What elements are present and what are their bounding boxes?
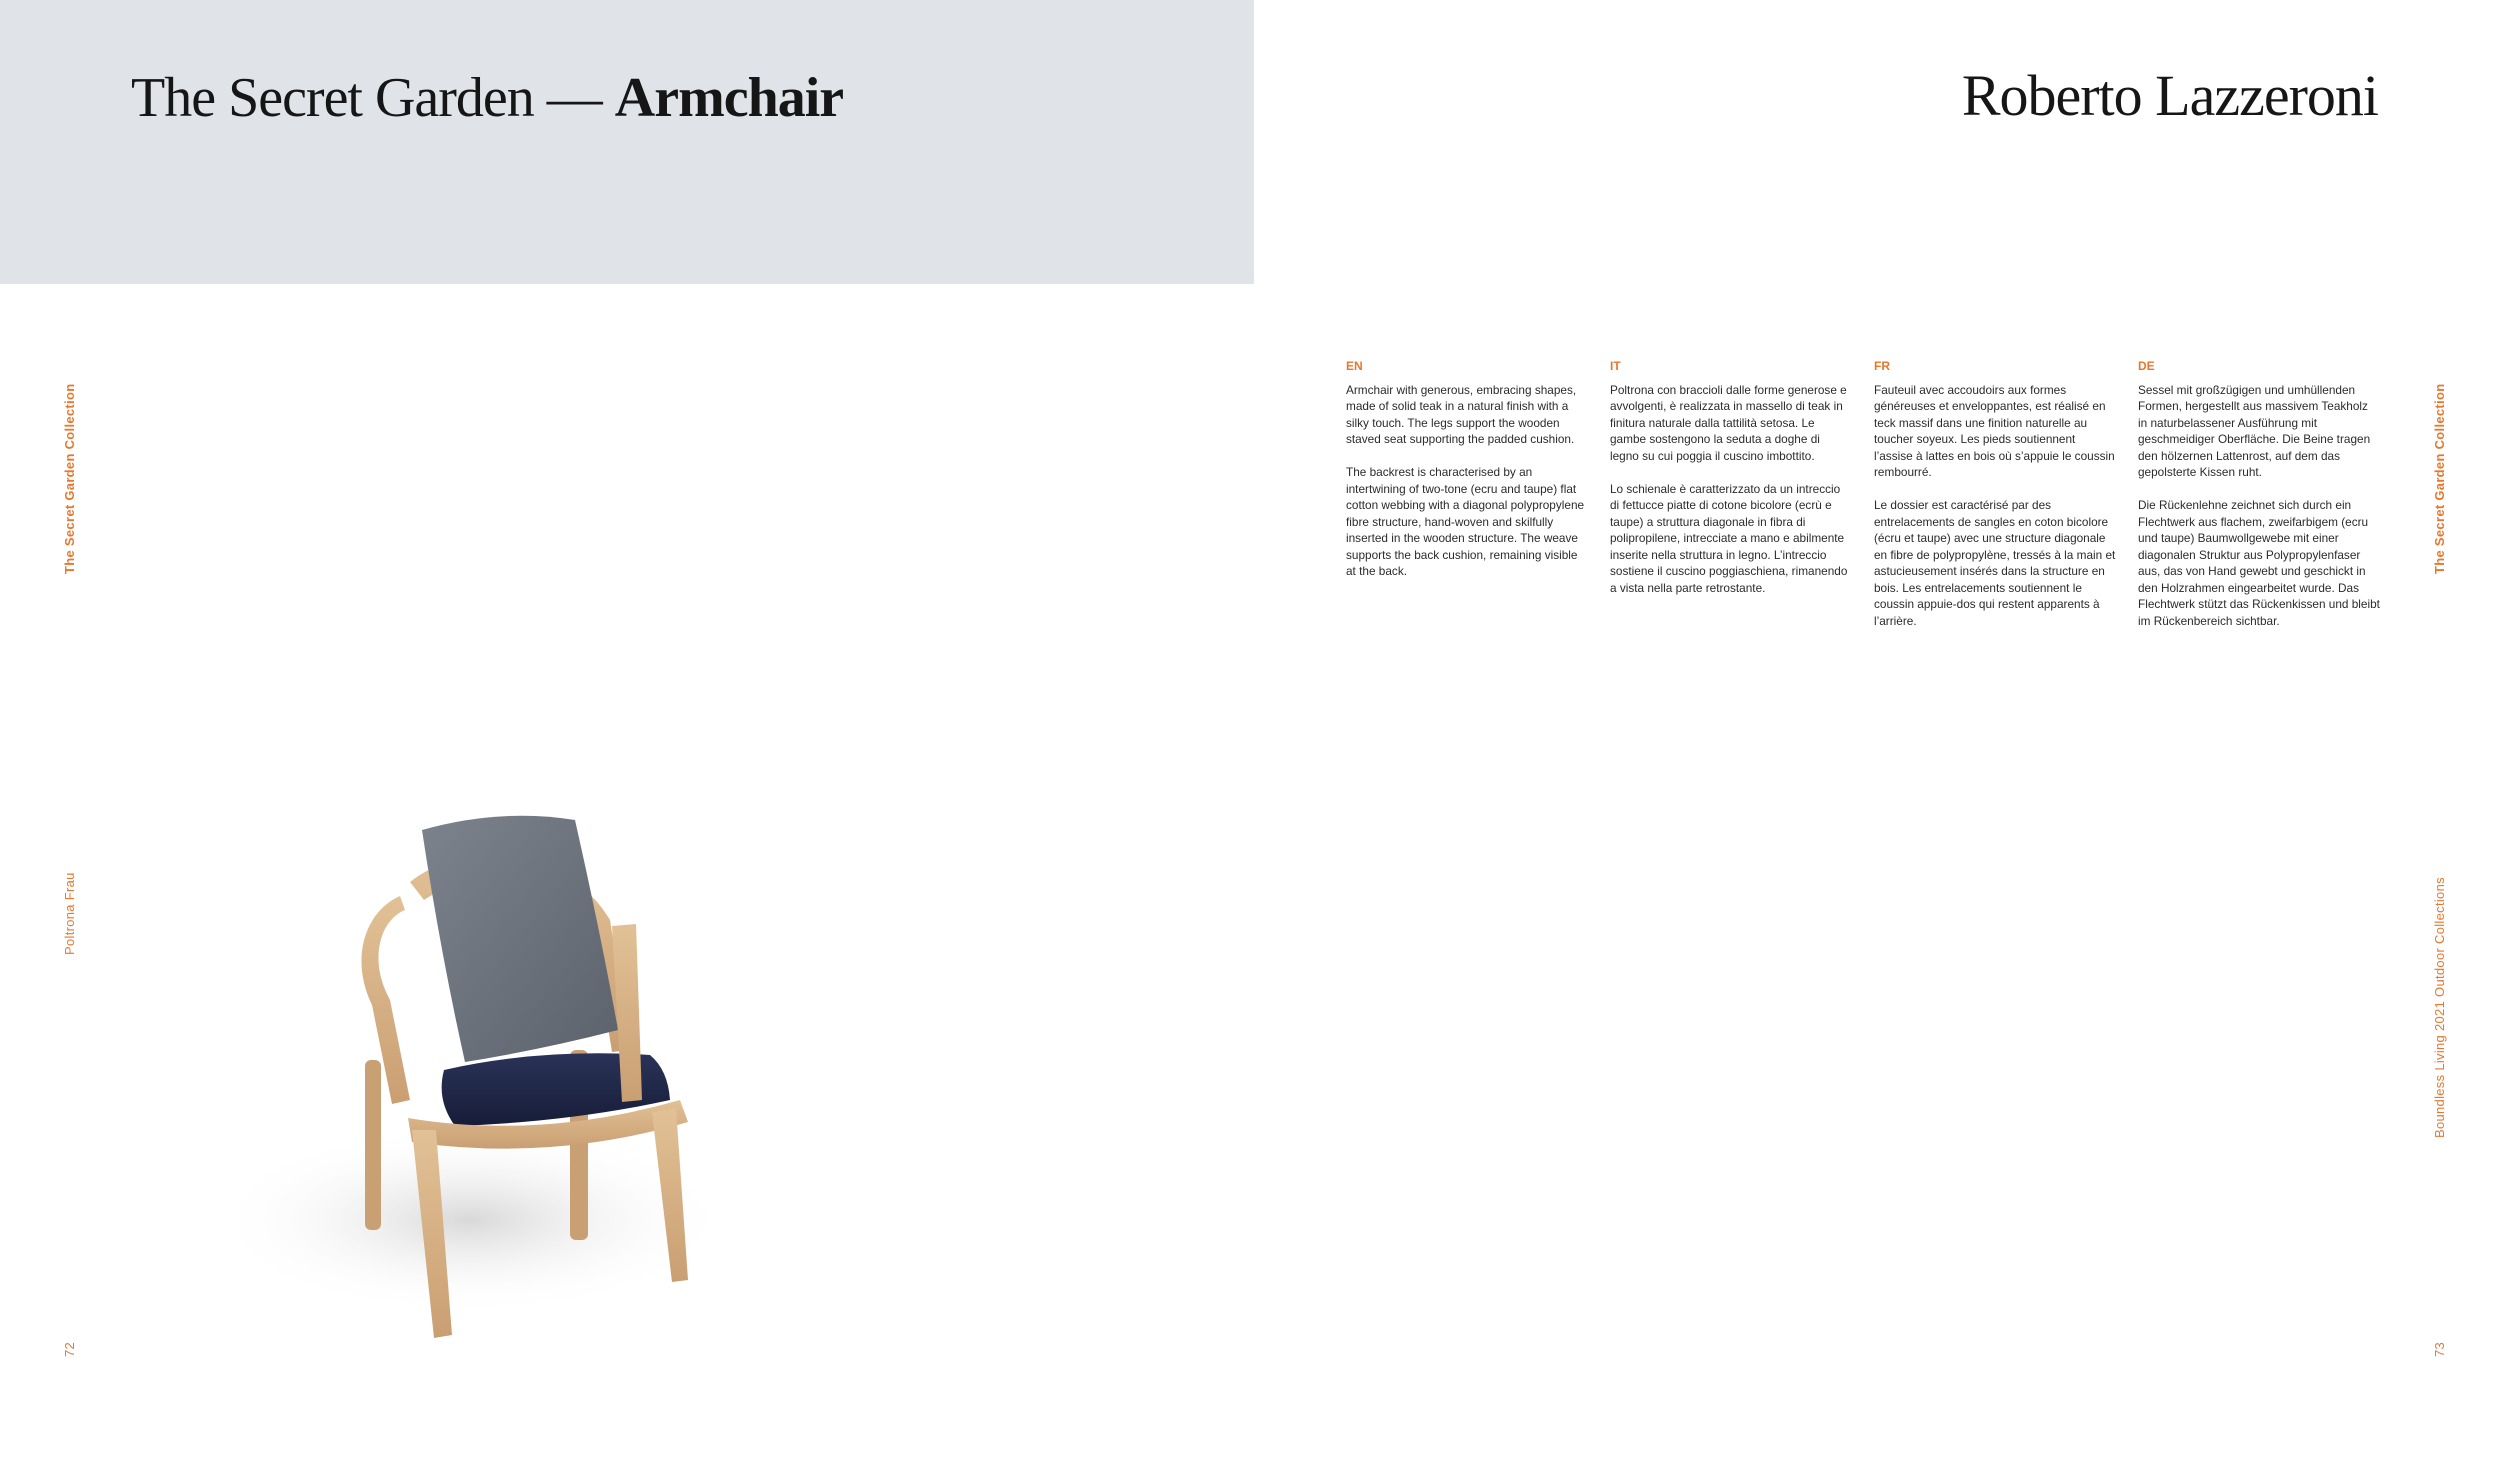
right-collection-label: The Secret Garden Collection — [2432, 383, 2447, 574]
page-title — [131, 66, 843, 130]
lang-label: IT — [1610, 359, 1621, 373]
column-fr — [1874, 358, 2116, 646]
description-paragraph: Poltrona con braccioli dalle forme generose e avvolgenti, è realizzata in massello di teak in finitura naturale dalla tattilità setosa. Le gambe sostengono la seduta a doghe di legno su cui poggia il cuscino imbottito. — [1610, 382, 1847, 463]
right-catalog-label: Boundless Living 2021 Outdoor Collections — [2432, 877, 2447, 1138]
column-en — [1346, 358, 1588, 596]
column-it — [1610, 358, 1852, 613]
title-band — [0, 0, 1254, 284]
column-de — [2138, 358, 2380, 646]
description-paragraph: Lo schienale è caratterizzato da un intreccio di fettucce piatte di cotone bicolore (ecrù e taupe) a struttura diagonale in fibra di polipropilene, intrecciate a mano e abilmente inserite nella struttura in legno. L’intreccio sostiene il cuscino poggiaschiena, rimanendo a vista nella parte retrostante. — [1610, 481, 1848, 595]
lang-label: EN — [1346, 359, 1363, 373]
description-paragraph: The backrest is characterised by an intertwining of two-tone (ecru and taupe) flat cotton webbing with a diagonal polypropylene fibre structure, hand-woven and skilfully inserted in the wooden structure. The weave supports the back cushion, remaining visible at the back. — [1346, 465, 1585, 578]
left-brand-label: Poltrona Frau — [62, 872, 77, 955]
left-collection-label: The Secret Garden Collection — [62, 383, 77, 574]
right-page-number: 73 — [2432, 1341, 2447, 1357]
description-paragraph: Fauteuil avec accoudoirs aux formes généreuses et enveloppantes, est réalisé en teck massif dans une finition naturelle au toucher soyeux. Les pieds soutiennent l’assise à lattes en bois où s’appuie le coussin rembourré. — [1874, 382, 2115, 479]
back-cushion — [422, 816, 618, 1062]
title-prefix: The Secret Garden — — [131, 67, 615, 129]
description-paragraph: Armchair with generous, embracing shapes, made of solid teak in a natural finish with a silky touch. The legs support the wooden staved seat supporting the padded cushion. — [1346, 382, 1577, 446]
lang-label: DE — [2138, 359, 2155, 373]
description-paragraph: Sessel mit großzügigen und umhüllenden Formen, hergestellt aus massivem Teakholz in naturbelassener Ausführung mit geschmeidiger Oberfläche. Die Beine tragen den hölzernen Lattenrost, auf dem das gepolsterte Kissen ruht. — [2138, 382, 2371, 479]
chair-shadow — [240, 1125, 730, 1315]
lang-label: FR — [1874, 359, 1890, 373]
designer-name: Roberto Lazzeroni — [1961, 63, 2378, 128]
description-paragraph: Die Rückenlehne zeichnet sich durch ein Flechtwerk aus flachem, zweifarbigem (ecru und taupe) Baumwollgewebe mit einer diagonalen Struktur aus Polypropylenfaser aus, das von Hand gewebt und geschickt in den Holzrahmen eingearbeitet wurde. Das Flechtwerk stützt das Rückenkissen und bleibt im Rückenbereich sichtbar. — [2138, 498, 2380, 628]
armchair-image — [240, 800, 960, 1360]
description-paragraph: Le dossier est caractérisé par des entrelacements de sangles en coton bicolore (écru et taupe) avec une structure diagonale en fibre de polypropylène, tressés à la main et astucieusement insérés dans la structure en bois. Les entrelacements soutiennent le coussin appuie-dos qui restent apparents à l’arrière. — [1874, 498, 2116, 628]
back-leg — [365, 1060, 381, 1230]
left-page-number: 72 — [62, 1341, 77, 1357]
title-product: Armchair — [614, 67, 844, 129]
